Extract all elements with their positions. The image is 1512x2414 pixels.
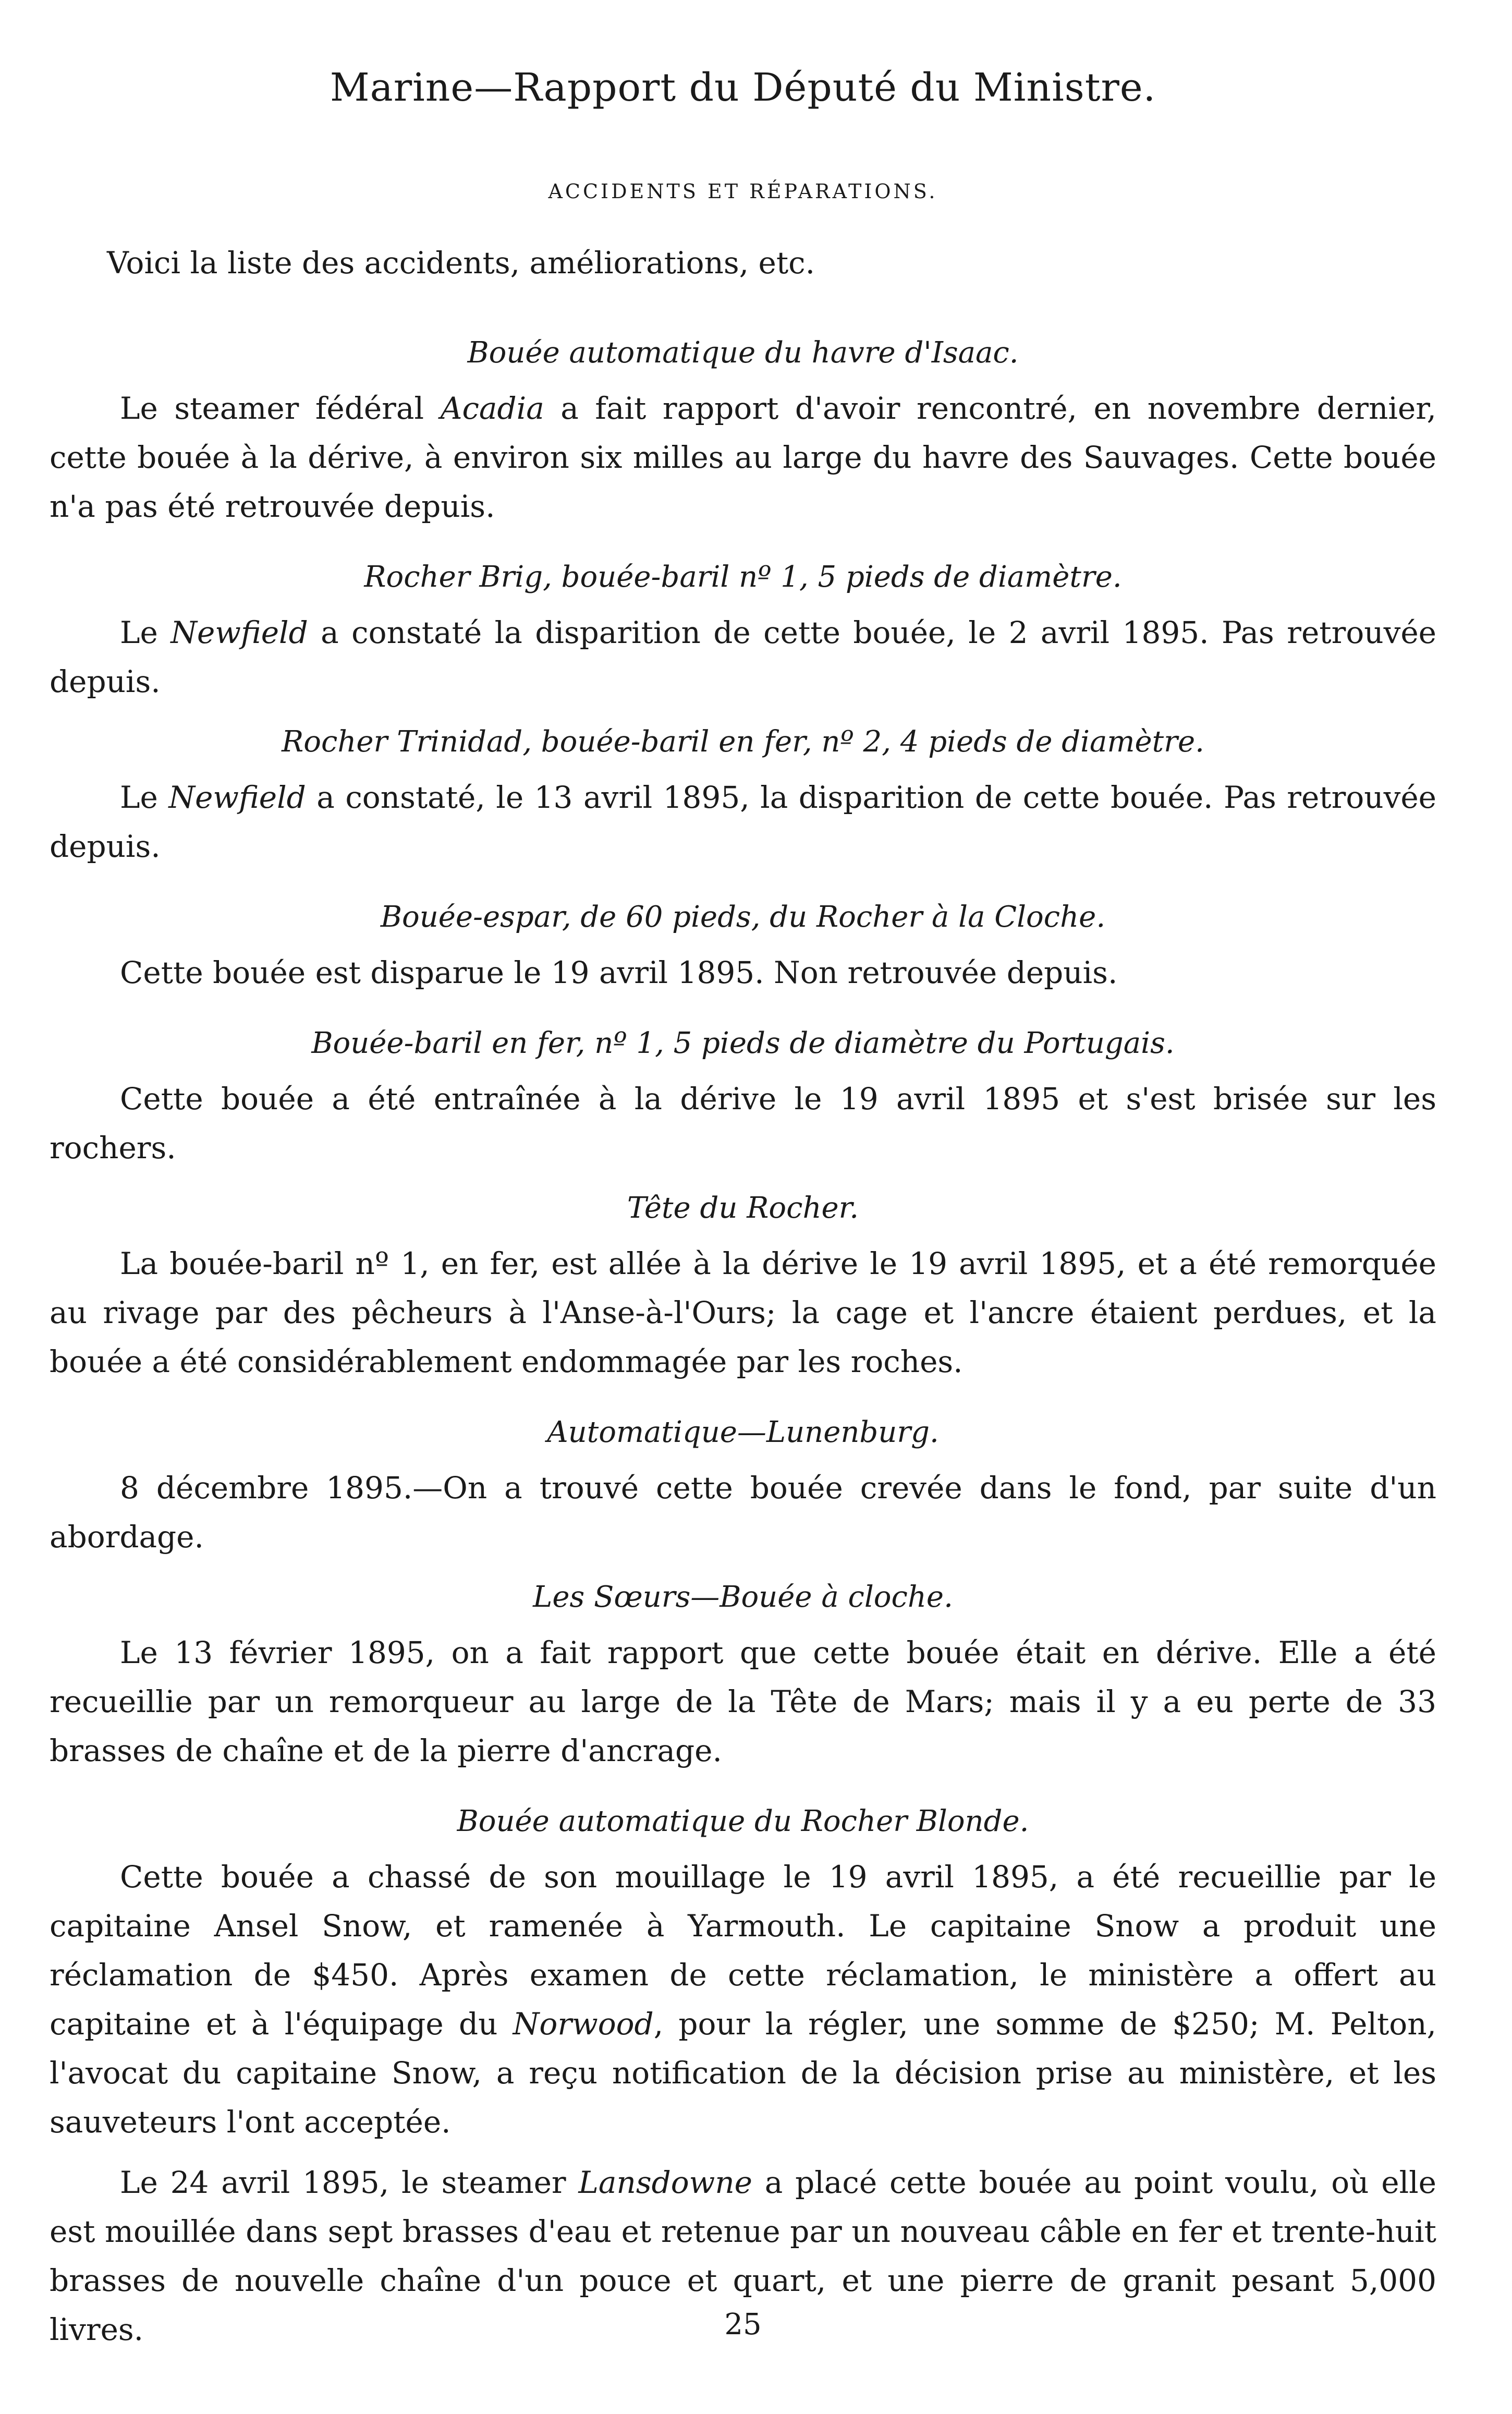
entry-paragraph: Le 24 avril 1895, le steamer Lansdowne a placé cette bouée au point voulu, où elle est mouillée dans sept brasses d'eau et retenue par un nouveau câble en fer et trente-huit brasses de nouvelle chaîne d'un pouce et quart, et une pierre de granit pesant 5,000 livres. — [50, 2165, 1437, 2347]
entry-paragraph: Le Newfield a constaté, le 13 avril 1895, la disparition de cette bouée. Pas retrouvée depuis. — [50, 780, 1437, 864]
page-number: 25 — [724, 2308, 762, 2342]
document-page — [50, 0, 1436, 2414]
entry-paragraph: Cette bouée est disparue le 19 avril 1895. Non retrouvée depuis. — [120, 955, 1118, 990]
ship-name: Acadia — [440, 391, 544, 426]
ship-name: Norwood — [513, 2006, 654, 2042]
section-title: ACCIDENTS ET RÉPARATIONS. — [548, 180, 938, 203]
entry-heading: Rocher Brig, bouée-baril nº 1, 5 pieds de diamètre. — [364, 560, 1122, 594]
entry-paragraph: La bouée-baril nº 1, en fer, est allée à la dérive le 19 avril 1895, et a été remorquée au rivage par des pêcheurs à l'Anse-à-l'Ours; la cage et l'ancre étaient perdues, et la bouée a été considérablement endommagée par les roches. — [50, 1246, 1436, 1379]
entry-paragraph: Cette bouée a été entraînée à la dérive le 19 avril 1895 et s'est brisée sur les rochers. — [50, 1081, 1436, 1166]
intro-line: Voici la liste des accidents, améliorations, etc. — [107, 245, 815, 281]
ship-name: Newfield — [168, 780, 306, 815]
entry-heading: Automatique—Lunenburg. — [547, 1415, 939, 1449]
entry-heading: Bouée-espar, de 60 pieds, du Rocher à la Cloche. — [380, 900, 1106, 934]
entry-heading: Bouée automatique du Rocher Blonde. — [457, 1804, 1029, 1838]
entry-heading: Tête du Rocher. — [627, 1191, 859, 1225]
ship-name: Newfield — [170, 615, 308, 650]
entry-paragraph: Le 13 février 1895, on a fait rapport que cette bouée était en dérive. Elle a été recueillie par un remorqueur au large de la Tête de Mars; mais il y a eu perte de 33 brasses de chaîne et de la pierre d'ancrage. — [50, 1635, 1436, 1768]
page-title: Marine—Rapport du Député du Ministre. — [330, 65, 1156, 110]
entry-heading: Rocher Trinidad, bouée-baril en fer, nº 2, 4 pieds de diamètre. — [282, 725, 1204, 759]
ship-name: Lansdowne — [578, 2165, 752, 2200]
report-body — [50, 329, 1436, 2376]
entry-heading: Bouée automatique du havre d'Isaac. — [467, 336, 1019, 370]
entry-heading: Les Sœurs—Bouée à cloche. — [533, 1580, 953, 1614]
entry-paragraph: Le Newfield a constaté la disparition de cette bouée, le 2 avril 1895. Pas retrouvée depuis. — [50, 615, 1437, 699]
entry-paragraph: 8 décembre 1895.—On a trouvé cette bouée crevée dans le fond, par suite d'un abordage. — [50, 1470, 1436, 1555]
entry-paragraph: Cette bouée a chassé de son mouillage le 19 avril 1895, a été recueillie par le capitaine Ansel Snow, et ramenée à Yarmouth. Le capitaine Snow a produit une réclamation de $450. Après examen de cette réclamation, le ministère a offert au capitaine et à l'équipage du Norwood, pour la régler, une somme de $250; M. Pelton, l'avocat du capitaine Snow, a reçu notification de la décision prise au ministère, et les sauveteurs l'ont acceptée. — [50, 1859, 1436, 2140]
entry-paragraph: Le steamer fédéral Acadia a fait rapport d'avoir rencontré, en novembre dernier, cette bouée à la dérive, à environ six milles au large du havre des Sauvages. Cette bouée n'a pas été retrouvée depuis. — [50, 391, 1436, 524]
entry-heading: Bouée-baril en fer, nº 1, 5 pieds de diamètre du Portugais. — [311, 1026, 1175, 1060]
